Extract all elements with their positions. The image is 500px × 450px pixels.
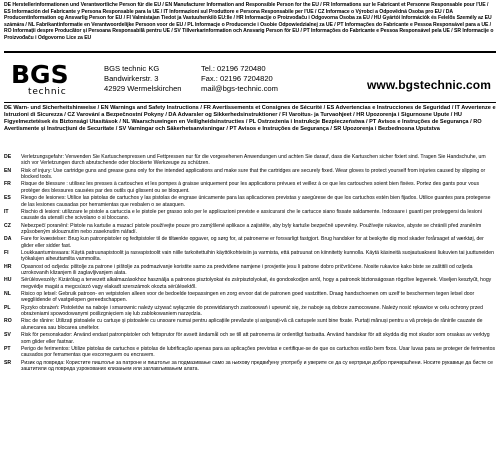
warning-text: Risk of injury: Use cartridge guns and grease guns only for the intended applications and make sure that the cartridges are securely fixed. Wear gloves to protect yourself from injuries caused by slipping or blocked tools. [21, 167, 486, 181]
lang-code: CZ [4, 222, 11, 229]
safety-entry-da [4, 236, 496, 249]
lang-code: DE [4, 154, 12, 160]
warning-text: Rischio di lesioni: utilizzare le pistole a cartuccia e le pistole per grasso solo per le applicazioni previste e assicurarsi che le cartucce siano fissate saldamente. Indossare i guanti per proteggersi da lesioni causate da utensili che scivolano o si bloccano. [21, 208, 482, 222]
lang-code: FI [4, 249, 9, 256]
safety-entry-es [4, 195, 496, 208]
safety-entry-it [4, 209, 496, 222]
lang-code: HU [4, 277, 12, 284]
warning-text: Risico op letsel: Gebruik patroon- en vetpistolen alleen voor de bedoelde toepassingen en zorg ervoor dat de patronen goed vastzitten. Draag handschoenen om uzelf te beschermen tegen letsel door weggliidende of vastgelopen gereedschappen. [21, 291, 475, 304]
lang-code: HR [4, 263, 12, 270]
safety-entry-nl [4, 291, 496, 304]
logo-brand: BGS [11, 59, 69, 89]
lang-code: PL [4, 304, 11, 311]
warning-text: Risc de rănire: Utilizați pistoalele cu cartușe și pistoalele cu unsoare numai pentru aplicațiile prevăzute și asigurați-vă că cartușele sunt bine fixate. Purtați mănuși pentru a vă proteja de rănirile cauzate de alunecarea sau blocarea uneltelor. [21, 318, 483, 331]
safety-entry-sv [4, 332, 496, 345]
warning-text: Ryzyko obrażeń: Pistoletów na naboje i smarownic należy używać wyłącznie do przewidzianych zastosowań i upewnić się, że naboje są dobrze zamocowane. Należy nosić rękawice w celu ochrony przed obrażeniami spowodowanymi poślizgnięciem się lub zablokowaniem narzędzia. [21, 304, 484, 318]
safety-entry-sr [4, 360, 496, 373]
safety-heading: DE Warn- und Sicherheitshinweise / EN Warnings and Safety Instructions / FR Avertissements et Consignes de Sécurité / ES Advertencias e Instrucciones de Seguridad / IT Avvertenze e Istruzioni di Sicurezza / CZ Varování a Bezpečnostní Pokyny / DA Advarsler og Sikkerhedsinstruktioner / FI Varoitus- ja Turvaohjeet / HR Upozorenja i Sigurnosne Upute / HU Figyelmeztetések és Biztonsági Utasítások / NL Waarschuwingen en Veiligheidsinstructies / PL Ostrzeżenia i Instrukcje Bezpieczeństwa / PT Avisos e Instruções de Segurança / RO Avertismente și Instrucțiuni de Securitate / SV Varningar och Säkerhetsanvisningar / PT Avisos e Instruções de Segurança / SR Upozorenja i Bezbednosna Uputstva [4, 105, 496, 133]
lang-code: DA [4, 236, 12, 243]
lang-code: RO [4, 318, 12, 325]
website-link[interactable]: www.bgstechnic.com [366, 77, 491, 92]
divider [4, 102, 496, 104]
warning-text: Risque de blessure : utilisez les presses à cartouches et les pompes à graisse uniquement pour les applications prévues et veillez à ce que les cartouches soient bien fixées. Portez des gants pour vous protéger des blessures causées par des outils qui glissent ou se bloquent. [21, 181, 480, 194]
safety-entry-cz [4, 223, 496, 236]
fax-number: Fax.: 02196 7204820 [201, 73, 273, 83]
company-block [4, 53, 496, 101]
warning-text: Nebezpečí poranění: Pistole na kartuše a mazací pistole používejte pouze pro zamýšlené aplikace a zajistěte, aby byly kartuše bezpečně upevněny. Používejte rukavice, abyste se chránili před zraněním způsobeným sklouznutím nebo zaseknutím nářadí. [21, 222, 482, 235]
bgs-logo [10, 59, 76, 97]
lang-code: ES [4, 195, 11, 202]
warning-text: Opasnost od ozljeda: pištolje za patrone i pištolje za podmazivanje koristite samo za predviđene namjene i provjerite jesu li patrone dobro pričvršćene. Nosite rukavice kako biste se zaštitili od ozljeda uzrokovanih klizanjem ili zaglavljivanjem alata. [21, 263, 473, 277]
warning-text: Risk för personskador: Använd endast patronpistoler och fettsprutor för avsett ändamål och se till att patronerna är ordentligt fastsatta. Använd handskar för att skydda dig mot skador som orsakas av verktyg som glider eller fastnar. [21, 332, 490, 345]
warning-text: Verletzungsgefahr: Verwenden Sie Kartuschenpressen und Fettpressen nur für die vorgesehenen Anwendungen und achten Sie darauf, dass die Kartuschen sicher fixiert sind. Tragen Sie Handschuhe, um sich vor Verletzungen durch abrutschende oder blockierte Werkzeuge zu schützen. [21, 154, 486, 167]
logo-sub: technic [28, 86, 67, 97]
safety-entry-hr [4, 264, 496, 277]
company-city: 42929 Wermelskirchen [104, 83, 182, 93]
warning-text: Riesgo de lesiones: Utilice las pistolas de cartuchos y las pistolas de engrase únicamente para las aplicaciones previstas y asegúrese de que los cartuchos estén bien fijados. Utilice guantes para protegerse de las lesiones causadas por herramientas que resbalen o se atasquen. [21, 195, 491, 208]
lang-code: FR [4, 181, 11, 188]
lang-code: SV [4, 332, 11, 339]
email-address[interactable]: mail@bgs-technic.com [201, 83, 278, 93]
safety-entry-fr [4, 181, 496, 194]
company-street: Bandwirkerstr. 3 [104, 73, 159, 83]
lang-code: PT [4, 345, 11, 352]
safety-entry-en [4, 168, 496, 181]
warning-text: Fare for kvæstelser: Brug kun patronpistoler og fedtpistoler til de tiltænkte opgaver, og sørg for, at patronerne er forsvarligt fastgjort. Brug handsker for at beskytte dig mod skader forårsaget af værktøj, der glider eller sidder fast. [21, 236, 484, 249]
safety-entry-fi [4, 250, 496, 263]
safety-entry-hu [4, 277, 496, 290]
safety-entry-pl [4, 305, 496, 318]
lang-code: EN [4, 167, 12, 174]
company-address [104, 64, 182, 95]
manufacturer-info-heading: DE Herstellerinformationen und Verantwortliche Person für die EU / EN Manufacturer Information and Responsible Person for the EU / FR Informations sur le Fabricant et Personne Responsable pour l'UE / ES Información del Fabricante y Persona Responsable para la UE / IT Informazioni sul Produttore e Persona Responsabile per l'UE / CZ Informace o Výrobci a Odpovědná Osoba pro EU / DA Producentinformation og Ansvarlig Person for EU / FI Valmistajan Tiedot ja Vastuuhenkilö EU:lle / HR Informacije o Proizvođaču i Odgovorna Osoba za EU / HU Gyártói Információk és Felelős Személy az EU számára / NL Fabrikantinformatie en Verantwoordelijke Persoon voor de EU / PL Informacje o Producencie i Osobie Odpowiedzialnej za UE / PT Informações do Fabricante e Pessoa Responsável para a UE / RO Informații despre Producător și Persoana Responsabilă pentru UE / SV Tillverkarinformation och Ansvarig Person för EU / PT Informações do Fabricante e Pessoa Responsável pela UE / SR Informacije o Proizvođaču i Odgovorno Lice za EU [4, 2, 494, 41]
lang-code: NL [4, 291, 11, 298]
company-contact [201, 64, 278, 95]
safety-entries [4, 154, 496, 372]
warning-text: Sérülésveszély: Kizárólag a tervezett alkalmazásokhoz használja a patronos pisztolyokat és zsírpisztolyokat, és gondoskodjon arról, hogy a patronok biztonságosan rögzítve legyenek. Viseljen kesztyűt, hogy megvédje magát a megcsúszó vagy elakadt szerszámok okozta sérülésektől. [21, 277, 492, 290]
safety-entry-ro [4, 318, 496, 331]
warning-text: Perigo de ferimentos: Utilize pistolas de cartuchos e pistolas de lubrificação apenas para as aplicações previstas e certifique-se de que os cartuchos estão bem fixos. Usar luvas para se proteger de ferimentos causados por ferramentas que escorreguem ou encravem. [21, 345, 496, 359]
warning-text: Ризик од повреда: Користите пиштоље за патроне и пиштоље за подмазивање само за њихову предвиђену употребу и уверите се да су кертриџи добро причвршћени. Носите рукавице да бисте се заштитили од повреда узрокованих клизањем или заглављивањем алата. [21, 359, 493, 372]
phone-number: Tel.: 02196 720480 [201, 63, 266, 73]
lang-code: IT [4, 208, 9, 215]
safety-entry-pt [4, 346, 496, 359]
lang-code: SR [4, 359, 12, 366]
safety-entry-de [4, 154, 496, 167]
company-name: BGS technic KG [104, 63, 160, 73]
warning-text: Loukkaantumisvaara: Käytä patruunapistoolit ja rasvapistoolit vain niille tarkoitettuihin käyttökohteisiin ja varmista, että patruunat on kiinnitetty kunnolla. Käytä käsineitä suojautuaksesi liukuvien tai juuttuneiden työkalujen aiheuttamilta vammoilta. [21, 249, 494, 263]
